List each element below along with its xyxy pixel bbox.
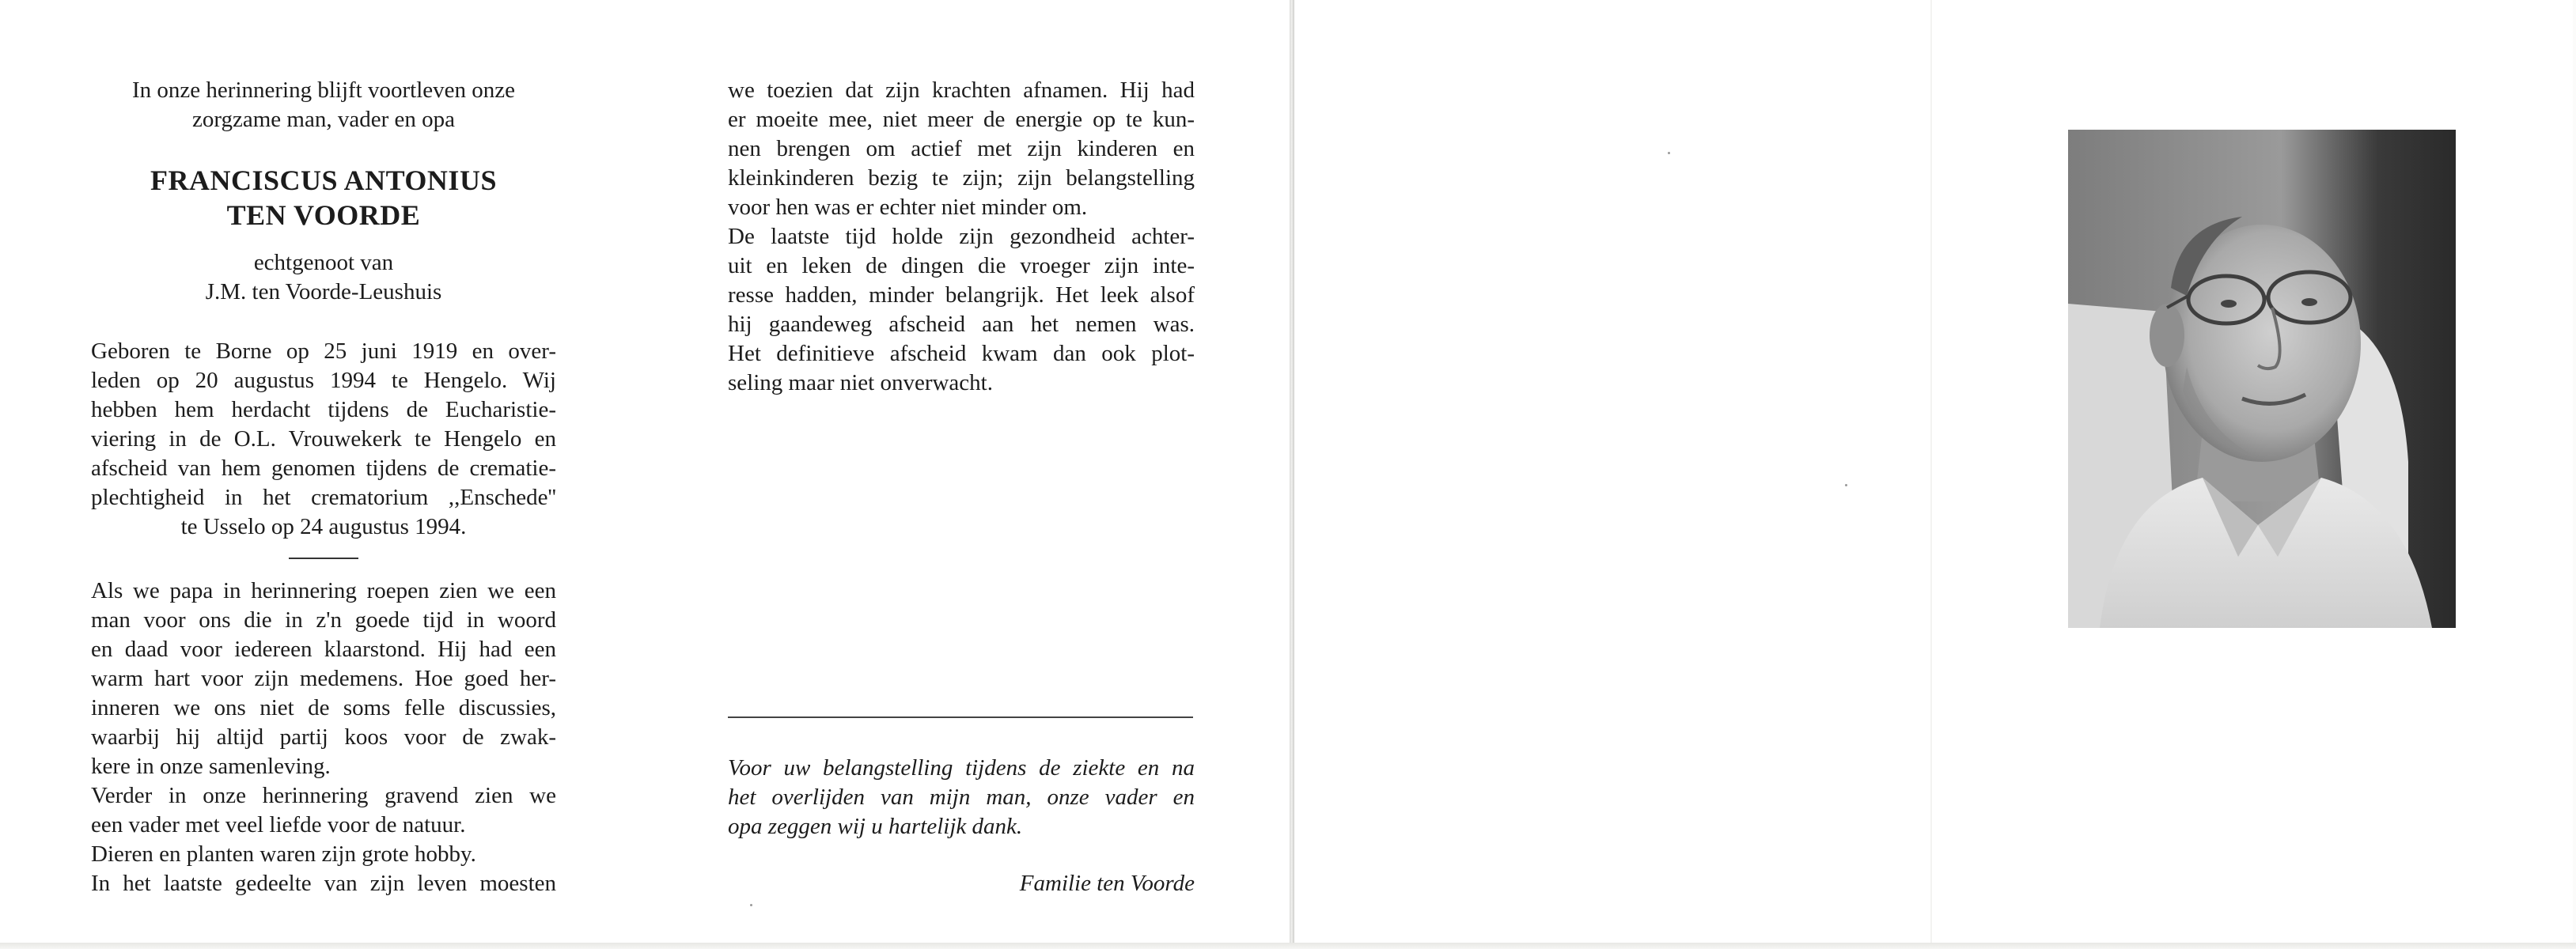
paper-speck [1668, 152, 1670, 154]
memory-line: er moeite mee, niet meer de energie op te kun- [728, 107, 1195, 132]
memory-line: man voor ons die in z'n goede tijd in woord [91, 607, 556, 633]
biography-line: plechtigheid in het crematorium ,,Enschede'' [91, 485, 556, 510]
memory-line: Het definitieve afscheid kwam dan ook plot- [728, 341, 1195, 366]
deceased-name [91, 163, 556, 233]
intro-line: In onze herinnering blijft voortleven onze [132, 78, 515, 103]
biography-line: te Usselo op 24 augustus 1994. [180, 514, 467, 539]
memory-line: seling maar niet onverwacht. [728, 370, 993, 395]
memory-line: resse hadden, minder belangrijk. Het leek alsof [728, 282, 1195, 308]
thanks-line: het overlijden van mijn man, onze vader en [728, 785, 1195, 810]
biography-line: hebben hem herdacht tijdens de Eucharistie- [91, 397, 556, 422]
memory-line: Verder in onze herinnering gravend zien we [91, 783, 556, 808]
memory-paragraph-right [728, 76, 1195, 398]
right-page-crease [1930, 0, 1932, 946]
biography-line: afscheid van hem genomen tijdens de crematie- [91, 456, 556, 481]
name-line: FRANCISCUS ANTONIUS [150, 164, 497, 196]
thanks-divider [728, 716, 1193, 718]
memory-line: voor hen was er echter niet minder om. [728, 195, 1088, 220]
biography-paragraph [91, 337, 556, 542]
memory-line: Dieren en planten waren zijn grote hobby. [91, 841, 476, 867]
intro-text [91, 76, 556, 134]
spouse-line: J.M. ten Voorde-Leushuis [205, 279, 442, 304]
memory-line: uit en leken de dingen die vroeger zijn inte- [728, 253, 1195, 278]
memory-line: waarbij hij altijd partij koos voor de zwak- [91, 724, 556, 750]
memory-line: De laatste tijd holde zijn gezondheid achter- [728, 224, 1195, 249]
text-column-left [91, 76, 556, 898]
thanks-line: opa zeggen wij u hartelijk dank. [728, 814, 1023, 839]
memory-line: warm hart voor zijn medemens. Hoe goed her- [91, 666, 556, 691]
memory-line: we toezien dat zijn krachten afnamen. Hij had [728, 78, 1195, 103]
memory-paragraph-left [91, 577, 556, 898]
paper-speck [1845, 484, 1847, 486]
memory-line: kere in onze samenleving. [91, 754, 331, 779]
biography-line: viering in de O.L. Vrouwekerk te Hengelo en [91, 426, 556, 452]
intro-line: zorgzame man, vader en opa [192, 107, 455, 132]
spouse-line: echtgenoot van [253, 250, 394, 275]
memory-line: hij gaandeweg afscheid aan het nemen was. [728, 312, 1195, 337]
name-line: TEN VOORDE [226, 199, 421, 231]
memory-line: Als we papa in herinnering roepen zien we een [91, 578, 556, 603]
memory-line: inneren we ons niet de soms felle discussies, [91, 695, 556, 720]
spouse-text [91, 248, 556, 307]
memory-line: kleinkinderen bezig te zijn; zijn belangstelling [728, 165, 1195, 191]
card-bottom-edge [0, 943, 2576, 949]
section-divider [289, 558, 358, 559]
memory-line: en daad voor iedereen klaarstond. Hij had een [91, 637, 556, 662]
memory-line: een vader met veel liefde voor de natuur. [91, 812, 466, 837]
paper-speck [750, 904, 752, 906]
biography-line: Geboren te Borne op 25 juni 1919 en over- [91, 338, 556, 364]
thanks-text [728, 754, 1195, 841]
thanks-line: Voor uw belangstelling tijdens de ziekte en na [728, 755, 1195, 781]
portrait-photo [2068, 130, 2456, 628]
biography-line: leden op 20 augustus 1994 te Hengelo. Wij [91, 368, 556, 393]
memory-line: In het laatste gedeelte van zijn leven moesten [91, 871, 556, 896]
text-column-right [728, 76, 1195, 398]
portrait-illustration [2068, 130, 2456, 628]
memory-line: nen brengen om actief met zijn kinderen en [728, 136, 1195, 161]
family-signature: Familie ten Voorde [1019, 871, 1195, 896]
